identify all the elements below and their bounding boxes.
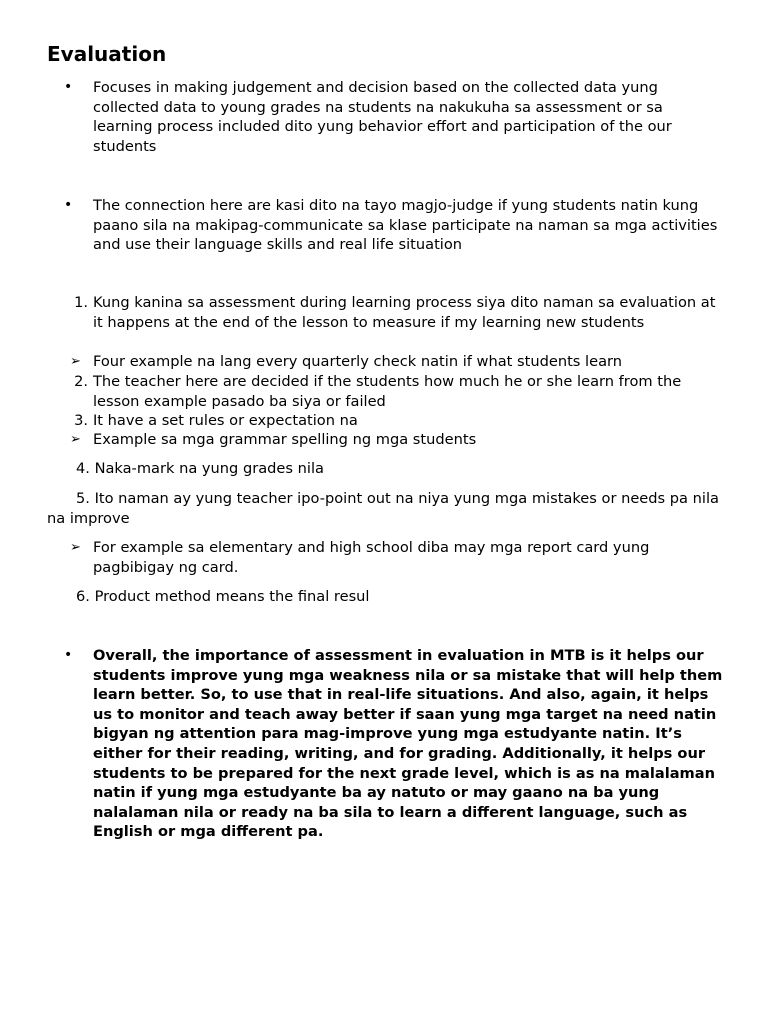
number-marker: 1. [74,294,88,311]
bullet-item-overall [64,646,725,842]
numbered-text: The teacher here are decided if the students how much he or she learn from the lesson example pasado ba siya or failed [93,373,682,410]
numbered-text: It have a set rules or expectation na [93,412,358,429]
number-marker: 2. [74,373,88,390]
arrow-item-grammar [70,430,725,450]
arrow-marker: ➢ [70,354,81,369]
numbered-item-3 [74,411,725,431]
arrow-item-report-card [70,538,725,577]
arrow-text: Example sa mga grammar spelling ng mga students [93,431,477,448]
page-title: Evaluation [47,42,167,66]
arrow-marker: ➢ [70,540,81,555]
number-marker: 3. [74,412,88,429]
bullet-text: The connection here are kasi dito na tayo magjo-judge if yung students natin kung paano sila na makipag-communicate sa klase participate na naman sa mga activities and use their language skills and real life situation [93,197,718,254]
bullet-text: Overall, the importance of assessment in evaluation in MTB is it helps our students improve yung mga weakness nila or sa mistake that will help them learn better. So, to use that in real-life situations. And also, again, it helps us to monitor and teach away better if saan yung mga target na need natin bigyan ng attention para mag-improve yung mga estudyante natin. It’s either for their reading, writing, and for grading. Additionally, it helps our students to be prepared for the next grade level, which is as na malalaman natin if yung mga estudyante ba ay natuto or may gaano na ba yung nalalaman nila or ready na ba sila to learn a different language, such as English or mga different pa. [93,647,723,841]
paragraph-item-4: 4. Naka-mark na yung grades nila [76,460,324,477]
numbered-item-2 [74,372,725,411]
arrow-text: For example sa elementary and high school diba may mga report card yung pagbibigay ng card. [93,539,650,576]
paragraph-item-5: 5. Ito naman ay yung teacher ipo-point out na niya yung mga mistakes or needs pa nila na improve [47,490,719,527]
arrow-item-quarterly [70,352,725,372]
bullet-text: Focuses in making judgement and decision based on the collected data yung collected data to young grades na students na nakukuha sa assessment or sa learning process included dito yung behavior effort and participation of the our students [93,79,672,155]
numbered-item-1 [74,293,725,332]
bullet-marker: • [64,647,73,663]
arrow-text: Four example na lang every quarterly check natin if what students learn [93,353,623,370]
paragraph-item-6: 6. Product method means the final resul [76,588,370,605]
bullet-marker: • [64,79,73,95]
numbered-text: Kung kanina sa assessment during learning process siya dito naman sa evaluation at it happens at the end of the lesson to measure if my learning new students [93,294,716,331]
bullet-item-focus [64,78,725,156]
bullet-marker: • [64,197,73,213]
arrow-marker: ➢ [70,432,81,447]
bullet-item-connection [64,196,725,255]
